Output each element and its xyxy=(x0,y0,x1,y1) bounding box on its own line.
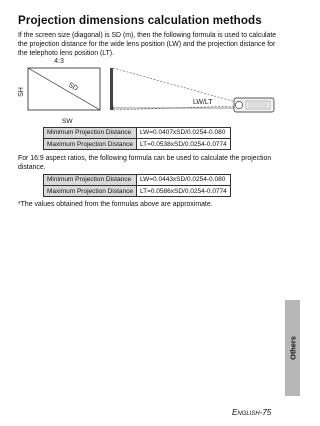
row-label: Minimum Projection Distance xyxy=(44,175,137,186)
aspect-16-9-paragraph: For 16:9 aspect ratios, the following formula can be used to calculate the projection distance. xyxy=(18,155,272,172)
row-formula: LT=0.0586xSD/0.0254-0.0774 xyxy=(136,186,230,197)
intro-paragraph: If the screen size (diagonal) is SD (m), then the following formula is used to calculate the projection distance for the wide lens position (LW) and the projection distance for the telephoto lens position (LT). xyxy=(18,32,277,58)
section-tab-others xyxy=(285,300,300,396)
table-row xyxy=(44,128,231,139)
page-number-value: -75 xyxy=(259,408,272,417)
row-label: Maximum Projection Distance xyxy=(44,186,137,197)
table-row xyxy=(44,175,231,186)
formula-table-4-3 xyxy=(43,127,231,150)
row-formula: LW=0.0407xSD/0.0254-0.080 xyxy=(136,128,230,139)
section-tab-label: Others xyxy=(288,336,297,360)
page-title: Projection dimensions calculation methods xyxy=(18,14,262,27)
page-number-label: English xyxy=(232,408,260,417)
lwlt-label: LW/LT xyxy=(193,99,213,106)
projector-icon xyxy=(234,98,274,112)
approximation-note: *The values obtained from the formulas above are approximate. xyxy=(18,201,213,208)
sd-label: SD xyxy=(67,81,79,93)
screen-edge xyxy=(110,68,113,110)
page-number xyxy=(232,408,271,417)
aspect-label: 4:3 xyxy=(54,58,64,65)
formula-table-16-9 xyxy=(43,174,231,197)
sh-label: SH xyxy=(18,87,25,97)
row-label: Minimum Projection Distance xyxy=(44,128,137,139)
row-formula: LW=0.0443xSD/0.0254-0.080 xyxy=(136,175,230,186)
table-row xyxy=(44,139,231,150)
ray-top xyxy=(113,68,236,102)
table-row xyxy=(44,186,231,197)
row-formula: LT=0.0538xSD/0.0254-0.0774 xyxy=(136,139,230,150)
projection-diagram xyxy=(18,56,280,118)
sw-label: SW xyxy=(62,118,73,125)
row-label: Maximum Projection Distance xyxy=(44,139,137,150)
